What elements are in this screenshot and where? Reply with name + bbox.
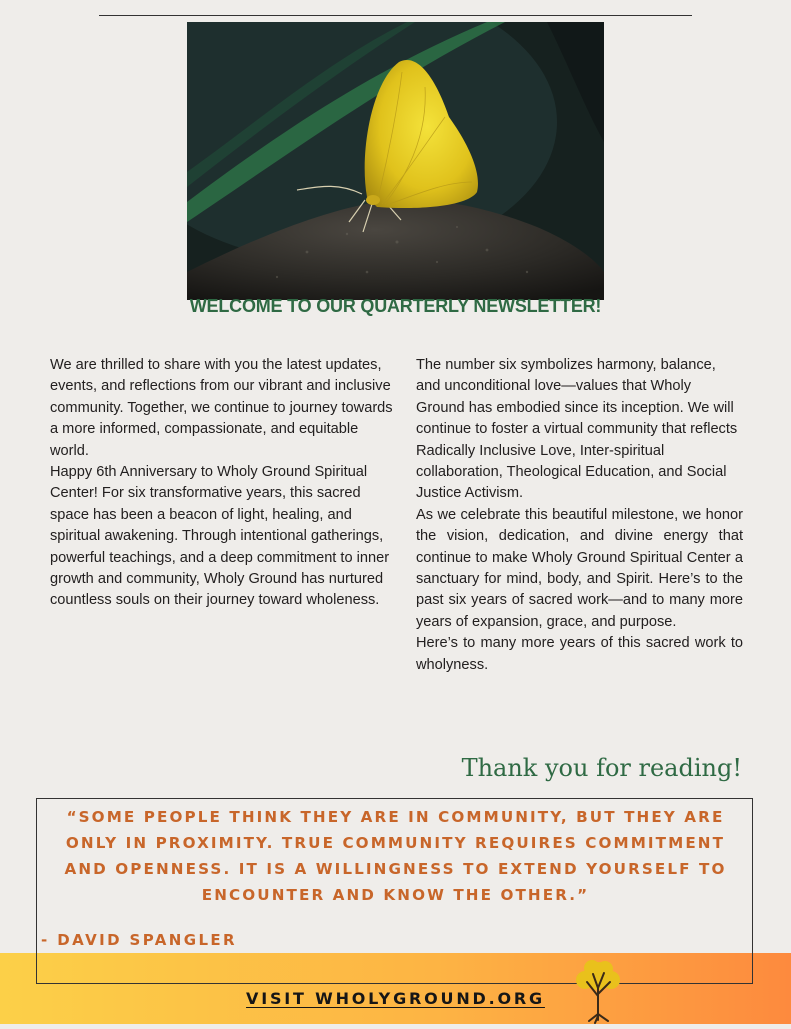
quote-author: - DAVID SPANGLER xyxy=(41,931,238,949)
top-divider xyxy=(99,15,692,16)
quote-text: “SOME PEOPLE THINK THEY ARE IN COMMUNITY, BUT THEY ARE ONLY IN PROXIMITY. TRUE COMMUNITY REQUIRES COMMITMENT AND OPENNESS. IT IS A WILLINGNESS TO EXTEND YOURSELF TO ENCOUNTER AND KNOW THE OTHER.” xyxy=(64,808,727,904)
newsletter-headline: WELCOME TO OUR QUARTERLY NEWSLETTER! xyxy=(189,296,602,316)
thank-you-signoff: Thank you for reading! xyxy=(461,754,742,782)
tree-logo-icon xyxy=(565,958,631,1024)
closing-paragraph: Here’s to many more years of this sacred work to wholyness. xyxy=(416,635,743,673)
intro-paragraph: We are thrilled to share with you the latest updates, events, and reflections from our vibrant and inclusive community. Together, we continue to journey towards a more informed, compassionate, and equitable world. xyxy=(50,357,393,459)
butterfly-photo xyxy=(187,22,604,300)
website-link[interactable]: VISIT WHOLYGROUND.ORG xyxy=(246,989,545,1008)
anniversary-paragraph: Happy 6th Anniversary to Wholy Ground Spiritual Center! For six transformative years, this sacred space has been a beacon of light, healing, and spiritual awakening. Through intentional gatherings, powerful teachings, and a deep commitment to inner growth and community, Wholy Ground has nurtured countless souls on their journey toward wholeness. xyxy=(50,464,390,609)
number-six-paragraph: The number six symbolizes harmony, balance, and unconditional love—values that Wholy Ground has embodied since its inception. We will continue to foster a virtual community that reflects Radically Inclusive Love, Inter-spiritual collaboration, Theological Education, and Social Justice Activism. xyxy=(416,357,738,502)
right-column xyxy=(416,355,743,676)
celebration-paragraph: As we celebrate this beautiful milestone, we honor the vision, dedication, and divine energy that continue to make Wholy Ground Spiritual Center a sanctuary for mind, body, and Spirit. Here’s to the past six years of sacred work—and to many more years of expansion, grace, and purpose. xyxy=(416,506,743,630)
left-column xyxy=(50,355,400,612)
